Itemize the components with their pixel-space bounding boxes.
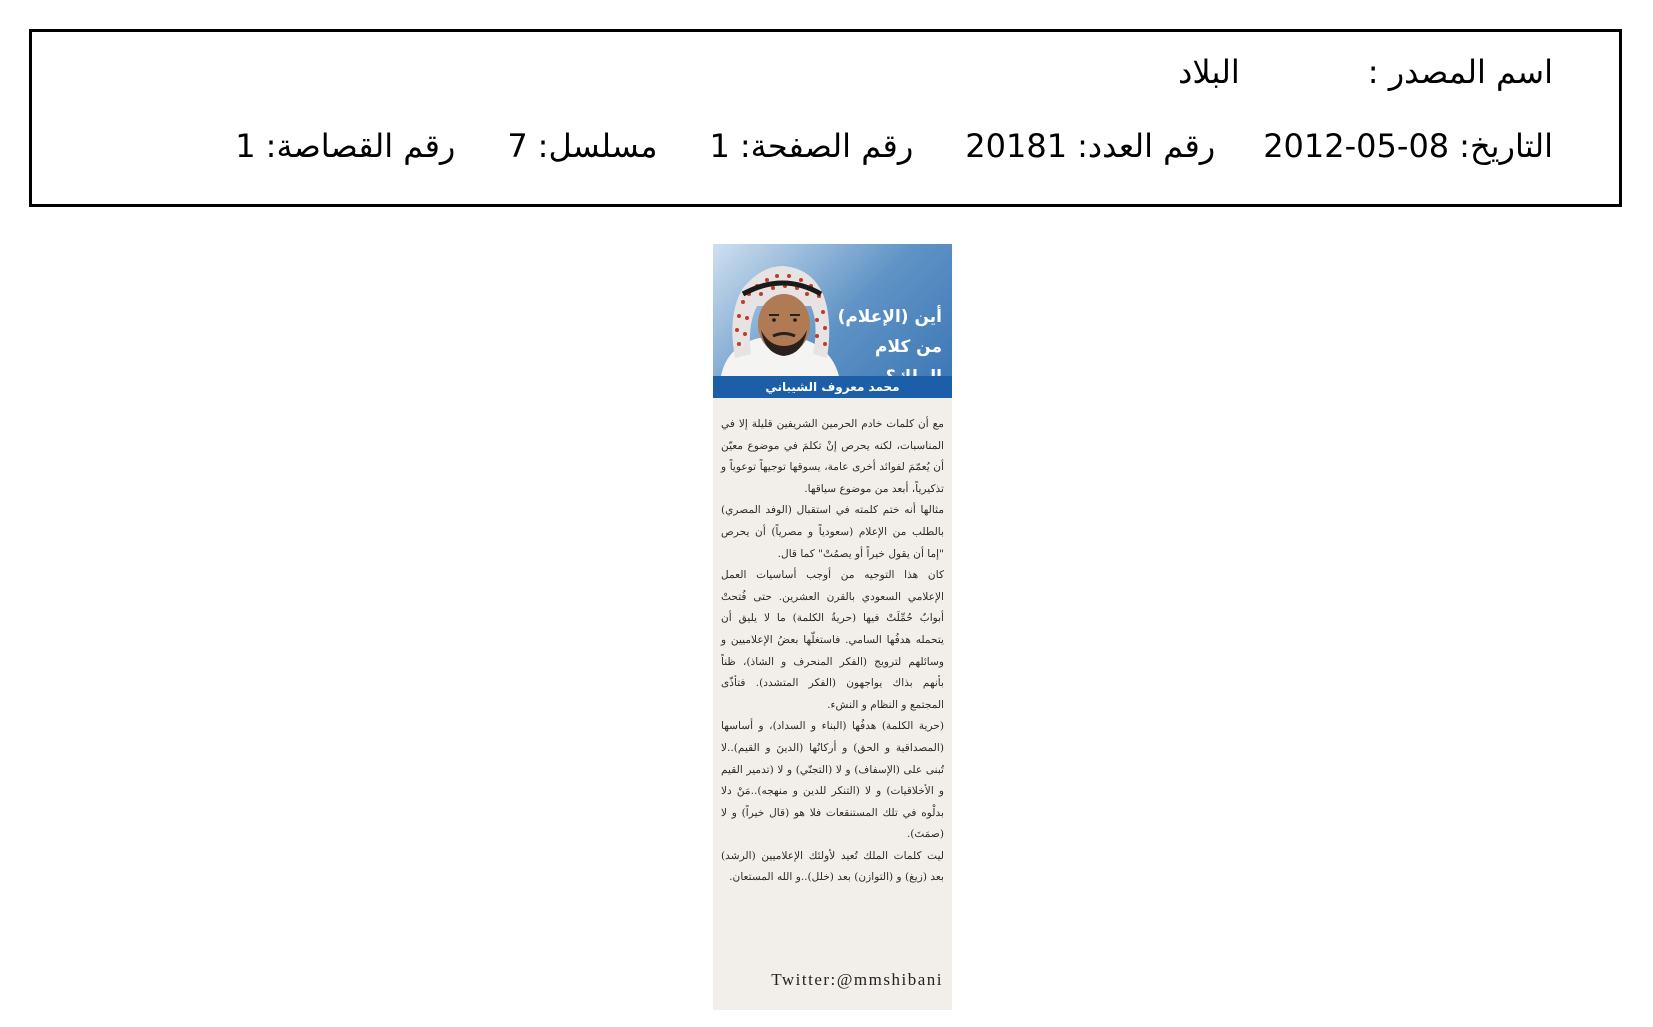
article-paragraph: كان هذا التوجيه من أوجب أساسيات العمل الإعلامي السعودي بالقرن العشرين. حتى فُتحتْ أبوابٌ حُمِّلَتْ فيها (حريةُ الكلمة) ما لا يليق أن يتحمله هدفُها السامي. فاستغلّها بعضُ الإعلاميين و وسائلهم لترويج (الفكر المنحرف و الشاذ)، ظناً بأنهم بذاك يواجهون (الفكر المتشدد). فتأذّى المجتمع و النظام و النشء. bbox=[721, 569, 944, 711]
meta-row bbox=[235, 126, 1553, 166]
article-paragraph: (حرية الكلمة) هدفُها (البناء و السداد)، و أساسها (المصداقية و الحق) و أركانُها (الدينَ و القيم)..لا تُبنى على (الإسفاف) و لا (التجنّي) و لا (تدمير القيم و الأخلاقيات) و لا (التنكر للدين و منهجه)..مَنْ دلا بدلْوه في تلك المستنقعات فلا هو (قال خيراً) و لا (صمَتَ). bbox=[721, 720, 944, 841]
source-row bbox=[1178, 52, 1553, 92]
article-body bbox=[721, 414, 944, 889]
date-label: التاريخ: bbox=[1459, 127, 1553, 165]
issue-value: 20181 bbox=[965, 127, 1068, 165]
issue-label: رقم العدد: bbox=[1077, 127, 1216, 165]
column-banner bbox=[713, 244, 952, 376]
article-paragraph: مثالها أنه ختم كلمته في استقبال (الوفد المصري) بالطلب من الإعلام (سعودياً و مصرياً) أن يحرص "إما أن يقول خيراً أو يصمُتْ" كما قال. bbox=[721, 504, 944, 560]
newspaper-clipping bbox=[713, 244, 952, 1010]
page-value: 1 bbox=[709, 127, 730, 165]
source-label: اسم المصدر : bbox=[1367, 53, 1553, 91]
serial-value: 7 bbox=[507, 127, 528, 165]
article-paragraph: ليت كلمات الملك تُعيد لأولئك الإعلاميين (الرشد) بعد (زيغ) و (التوازن) بعد (خلل)..و الله المستعان. bbox=[721, 849, 944, 884]
author-byline: محمد معروف الشيباني bbox=[713, 376, 952, 398]
source-value: البلاد bbox=[1178, 53, 1240, 91]
serial-label: مسلسل: bbox=[537, 127, 658, 165]
clip-number-value: 1 bbox=[235, 127, 256, 165]
clip-number-label: رقم القصاصة: bbox=[265, 127, 456, 165]
column-headline: أين (الإعلام) من كلام bbox=[837, 307, 942, 357]
date-value: 2012-05-08 bbox=[1263, 127, 1450, 165]
article-paragraph: مع أن كلمات خادم الحرمين الشريفين قليلة إلا في المناسبات، لكنه يحرص إنْ تكلمَ في موضوع معيّن أن يُعمّمَ لفوائد أخرى عامة، يسوقها توجيهاً توعوياً و تذكيرياً، أبعد من موضوع سياقها. bbox=[721, 418, 944, 495]
twitter-handle: Twitter:@mmshibani bbox=[771, 970, 943, 989]
page-label: رقم الصفحة: bbox=[739, 127, 914, 165]
clipping-header bbox=[29, 29, 1622, 207]
